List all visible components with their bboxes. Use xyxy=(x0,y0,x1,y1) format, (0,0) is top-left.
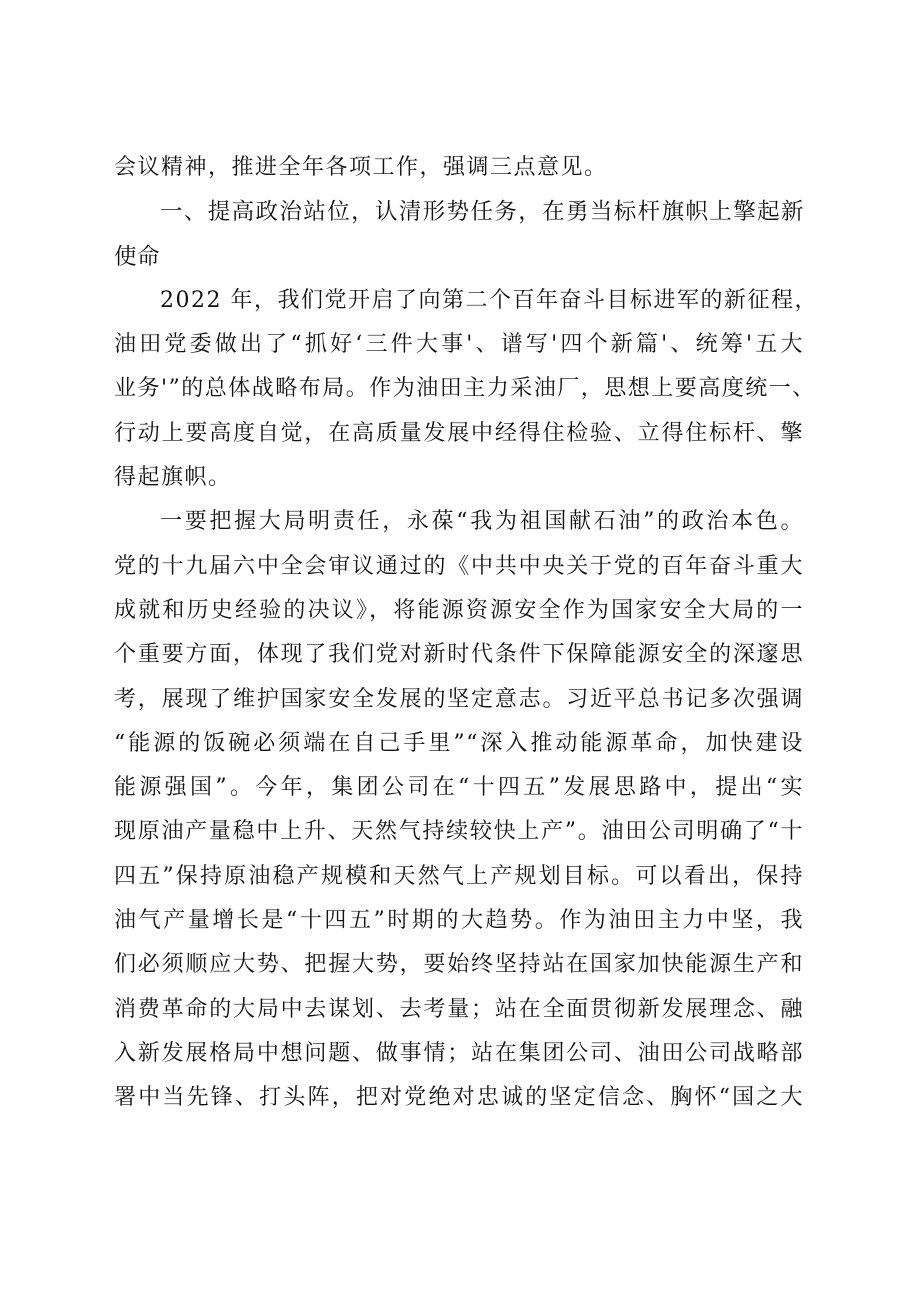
paragraph-line: 2022 年，我们党开启了向第二个百年奋斗目标进军的新征程， xyxy=(160,287,818,313)
paragraph-line: 考，展现了维护国家安全发展的坚定意志。习近平总书记多次强调 xyxy=(114,686,804,712)
paragraph-line: 们必须顺应大势、把握大势，要始终坚持站在国家加快能源生产和 xyxy=(114,952,804,978)
paragraph-line: 个重要方面，体现了我们党对新时代条件下保障能源安全的深邃思 xyxy=(114,642,804,668)
section-heading-line: 一、提高政治站位，认清形势任务，在勇当标杆旗帜上擎起新 xyxy=(160,199,804,226)
paragraph-line: 成就和历史经验的决议》，将能源资源安全作为国家安全大局的一 xyxy=(114,597,804,623)
paragraph-line: 油田党委做出了“抓好‘三件大事'、谱写'四个新篇'、统筹'五大 xyxy=(114,332,804,358)
paragraph-line: 会议精神，推进全年各项工作，强调三点意见。 xyxy=(114,155,608,180)
paragraph-line: 一要把握大局明责任，永葆“我为祖国献石油”的政治本色。 xyxy=(160,509,804,535)
paragraph-line: 油气产量增长是“十四五”时期的大趋势。作为油田主力中坚，我 xyxy=(114,908,804,934)
paragraph-line: 得起旗帜。 xyxy=(114,465,232,491)
paragraph-line: 现原油产量稳中上升、天然气持续较快上产”。油田公司明确了“十 xyxy=(114,819,804,845)
paragraph-line: 业务'”的总体战略布局。作为油田主力采油厂，思想上要高度统一、 xyxy=(114,376,816,402)
paragraph-line: 行动上要高度自觉，在高质量发展中经得住检验、立得住标杆、擎 xyxy=(114,420,804,446)
section-heading-line: 使命 xyxy=(114,243,161,270)
paragraph-line: 消费革命的大局中去谋划、去考量；站在全面贯彻新发展理念、融 xyxy=(114,996,804,1022)
paragraph-line: 入新发展格局中想问题、做事情；站在集团公司、油田公司战略部 xyxy=(114,1040,804,1066)
document-body xyxy=(114,146,818,1121)
paragraph-line: 能源强国”。今年，集团公司在“十四五”发展思路中，提出“实 xyxy=(114,775,804,801)
paragraph-line: 党的十九届六中全会审议通过的《中共中央关于党的百年奋斗重大 xyxy=(114,553,804,579)
paragraph-line: 署中当先锋、打头阵，把对党绝对忠诚的坚定信念、胸怀“国之大 xyxy=(114,1085,804,1111)
paragraph-line: 四五”保持原油稳产规模和天然气上产规划目标。可以看出，保持 xyxy=(114,863,804,889)
paragraph-line: “能源的饭碗必须端在自己手里”“深入推动能源革命，加快建设 xyxy=(114,730,804,756)
